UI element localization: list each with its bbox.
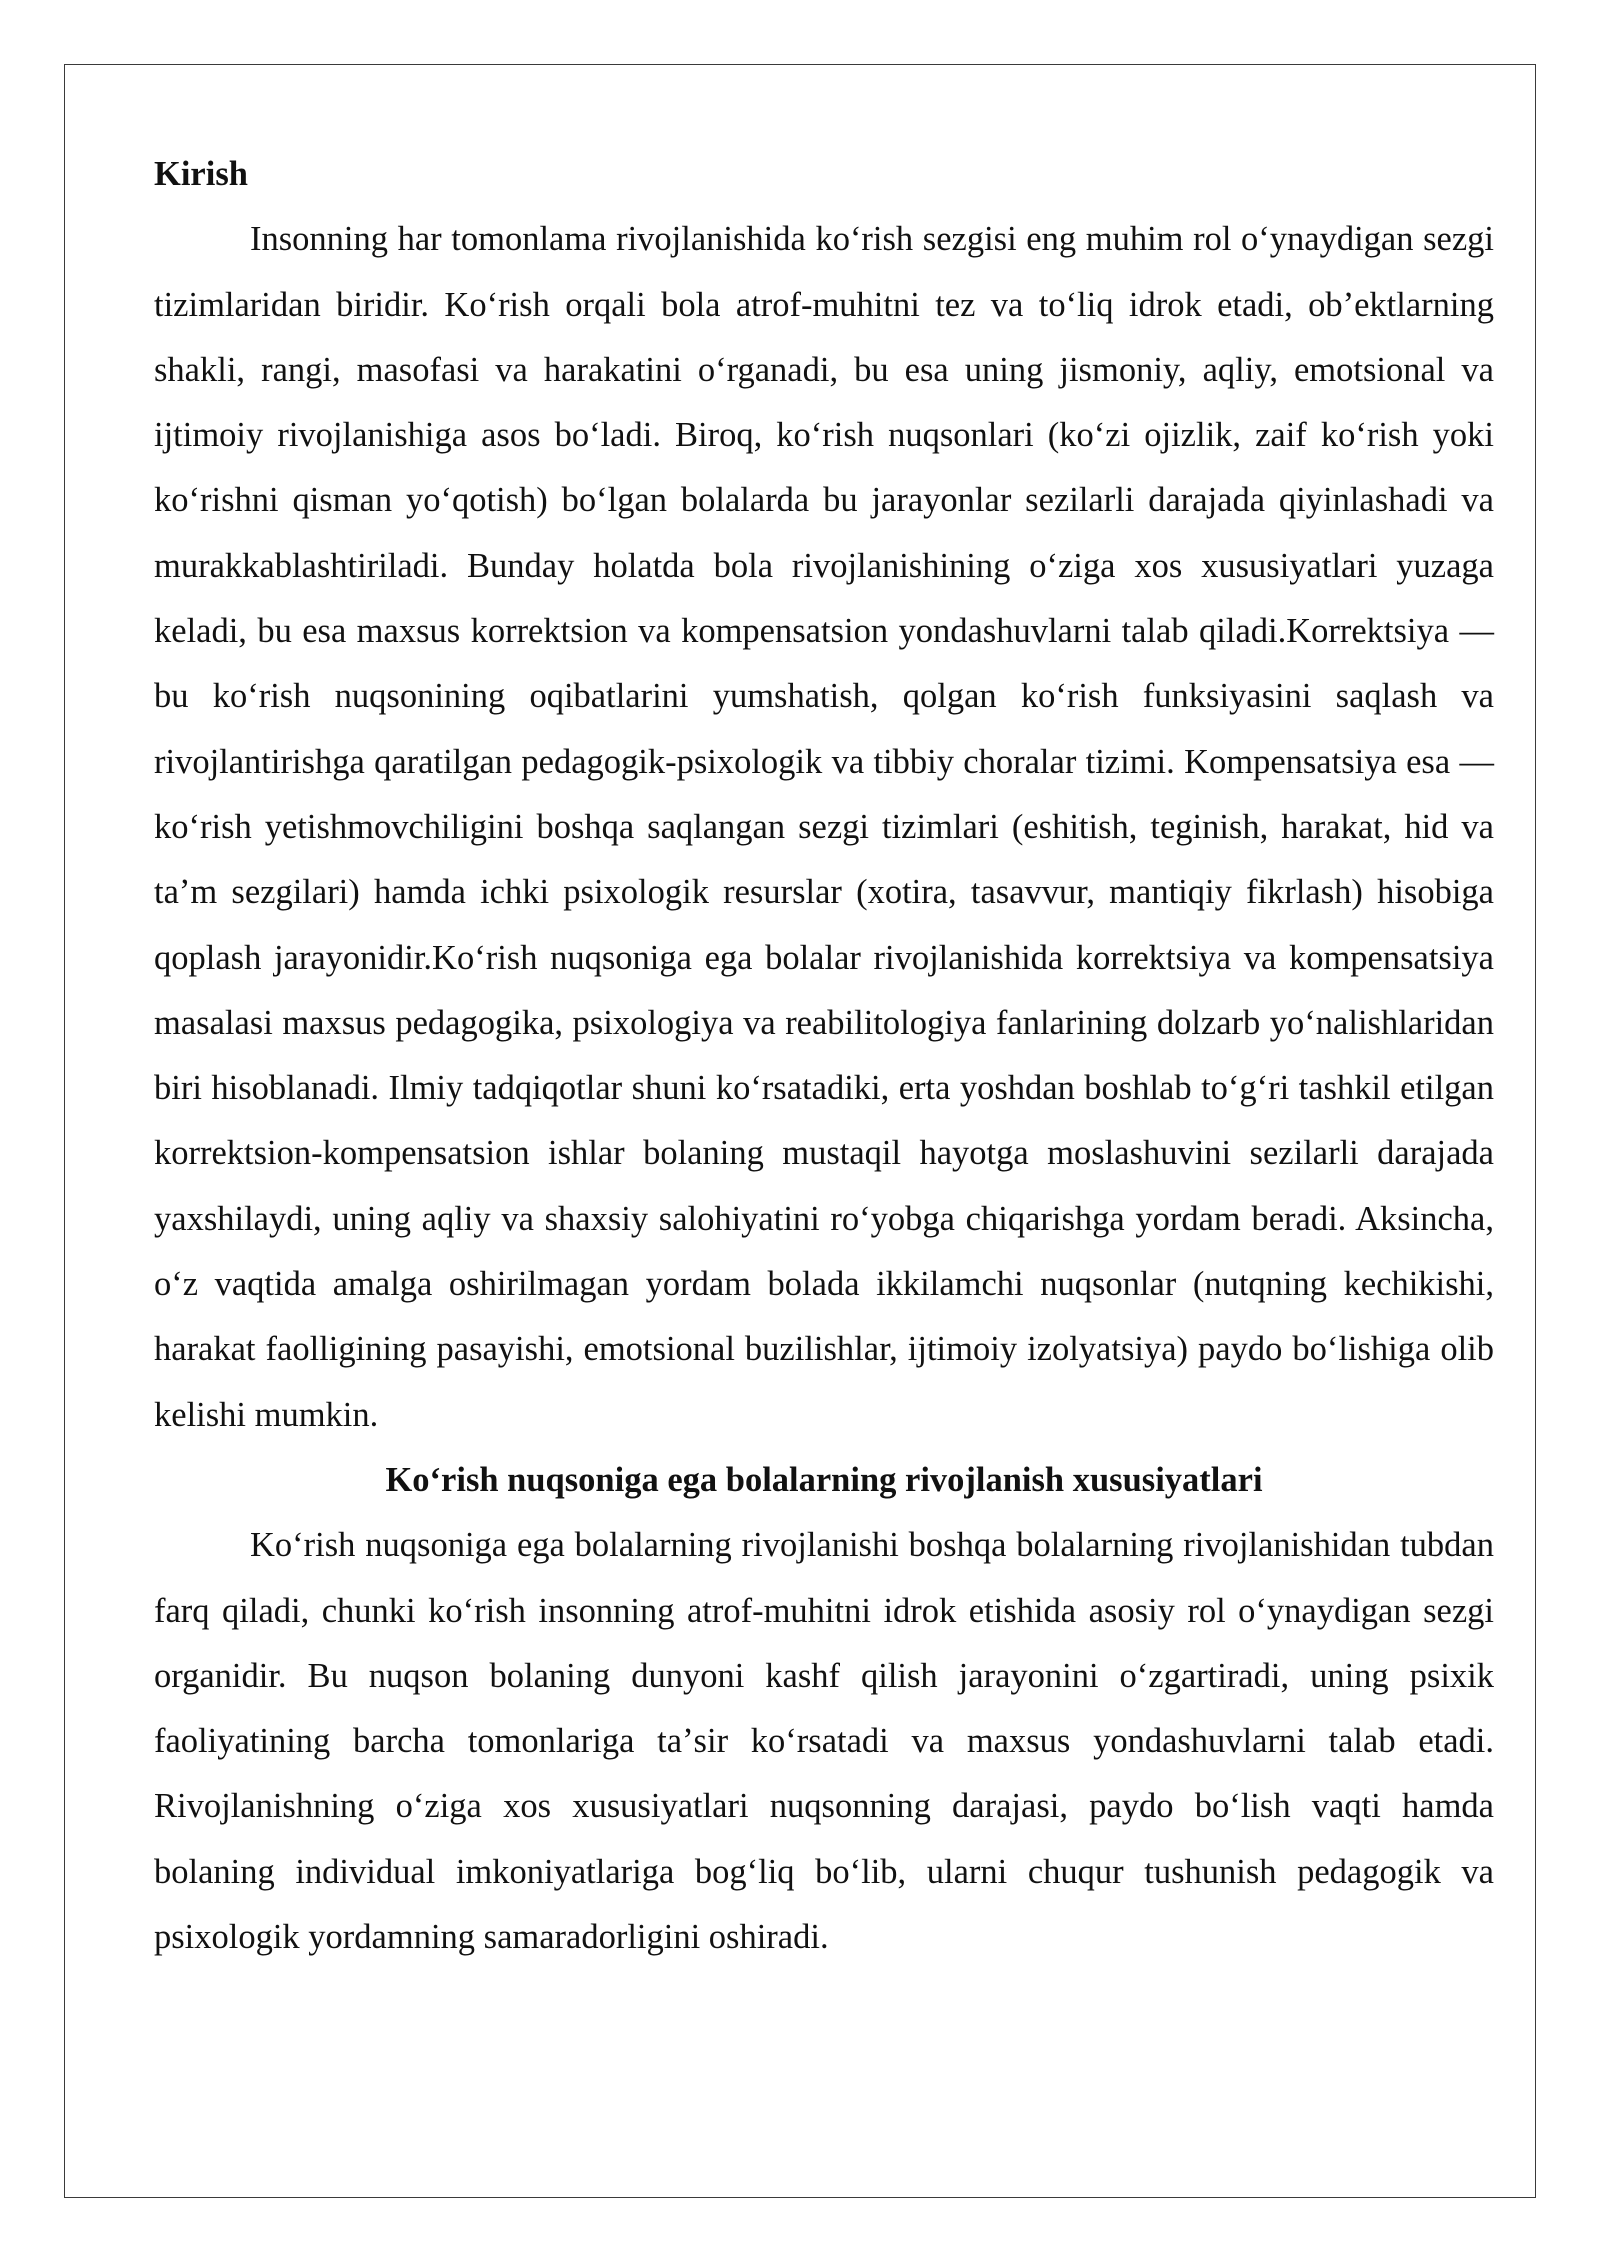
document-body <box>154 142 1494 1970</box>
section-paragraph: Koʻrish nuqsoniga ega bolalarning rivojlanishi boshqa bolalarning rivojlanishidan tubdan farq qiladi, chunki koʻrish insonning atrof-muhitni idrok etishida asosiy rol oʻynaydigan sezgi organidir. Bu nuqson bolaning dunyoni kashf qilish jarayonini oʻzgartiradi, uning psixik faoliyatining barcha tomonlariga taʼsir koʻrsatadi va maxsus yondashuvlarni talab etadi. Rivojlanishning oʻziga xos xususiyatlari nuqsonning darajasi, paydo boʻlish vaqti hamda bolaning individual imkoniyatlariga bogʻliq boʻlib, ularni chuqur tushunish pedagogik va psixologik yordamning samaradorligini oshiradi. <box>154 1526 1494 1957</box>
intro-paragraph: Insonning har tomonlama rivojlanishida koʻrish sezgisi eng muhim rol oʻynaydigan sezgi tizimlaridan biridir. Koʻrish orqali bola atrof-muhitni tez va toʻliq idrok etadi, obʼektlarning shakli, rangi, masofasi va harakatini oʻrganadi, bu esa uning jismoniy, aqliy, emotsional va ijtimoiy rivojlanishiga asos boʻladi. Biroq, koʻrish nuqsonlari (koʻzi ojizlik, zaif koʻrish yoki koʻrishni qisman yoʻqotish) boʻlgan bolalarda bu jarayonlar sezilarli darajada qiyinlashadi va murakkablashtiriladi. Bunday holatda bola rivojlanishining oʻziga xos xususiyatlari yuzaga keladi, bu esa maxsus korrektsion va kompensatsion yondashuvlarni talab qiladi.Korrektsiya — bu koʻrish nuqsonining oqibatlarini yumshatish, qolgan koʻrish funksiyasini saqlash va rivojlantirishga qaratilgan pedagogik-psixologik va tibbiy choralar tizimi. Kompensatsiya esa — koʻrish yetishmovchiligini boshqa saqlangan sezgi tizimlari (eshitish, teginish, harakat, hid va taʼm sezgilari) hamda ichki psixologik resurslar (xotira, tasavvur, mantiqiy fikrlash) hisobiga qoplash jarayonidir.Koʻrish nuqsoniga ega bolalar rivojlanishida korrektsiya va kompensatsiya masalasi maxsus pedagogika, psixologiya va reabilitologiya fanlarining dolzarb yoʻnalishlaridan biri hisoblanadi. Ilmiy tadqiqotlar shuni koʻrsatadiki, erta yoshdan boshlab toʻgʻri tashkil etilgan korrektsion-kompensatsion ishlar bolaning mustaqil hayotga moslashuvini sezilarli darajada yaxshilaydi, uning aqliy va shaxsiy salohiyatini roʻyobga chiqarishga yordam beradi. Aksincha, oʻz vaqtida amalga oshirilmagan yordam bolada ikkilamchi nuqsonlar (nutqning kechikishi, harakat faolligining pasayishi, emotsional buzilishlar, ijtimoiy izolyatsiya) paydo boʻlishiga olib kelishi mumkin. <box>154 220 1494 1434</box>
section-heading-kirish: Kirish <box>154 155 248 193</box>
section-subheading: Koʻrish nuqsoniga ega bolalarning rivojlanish xususiyatlari <box>385 1460 1263 1499</box>
